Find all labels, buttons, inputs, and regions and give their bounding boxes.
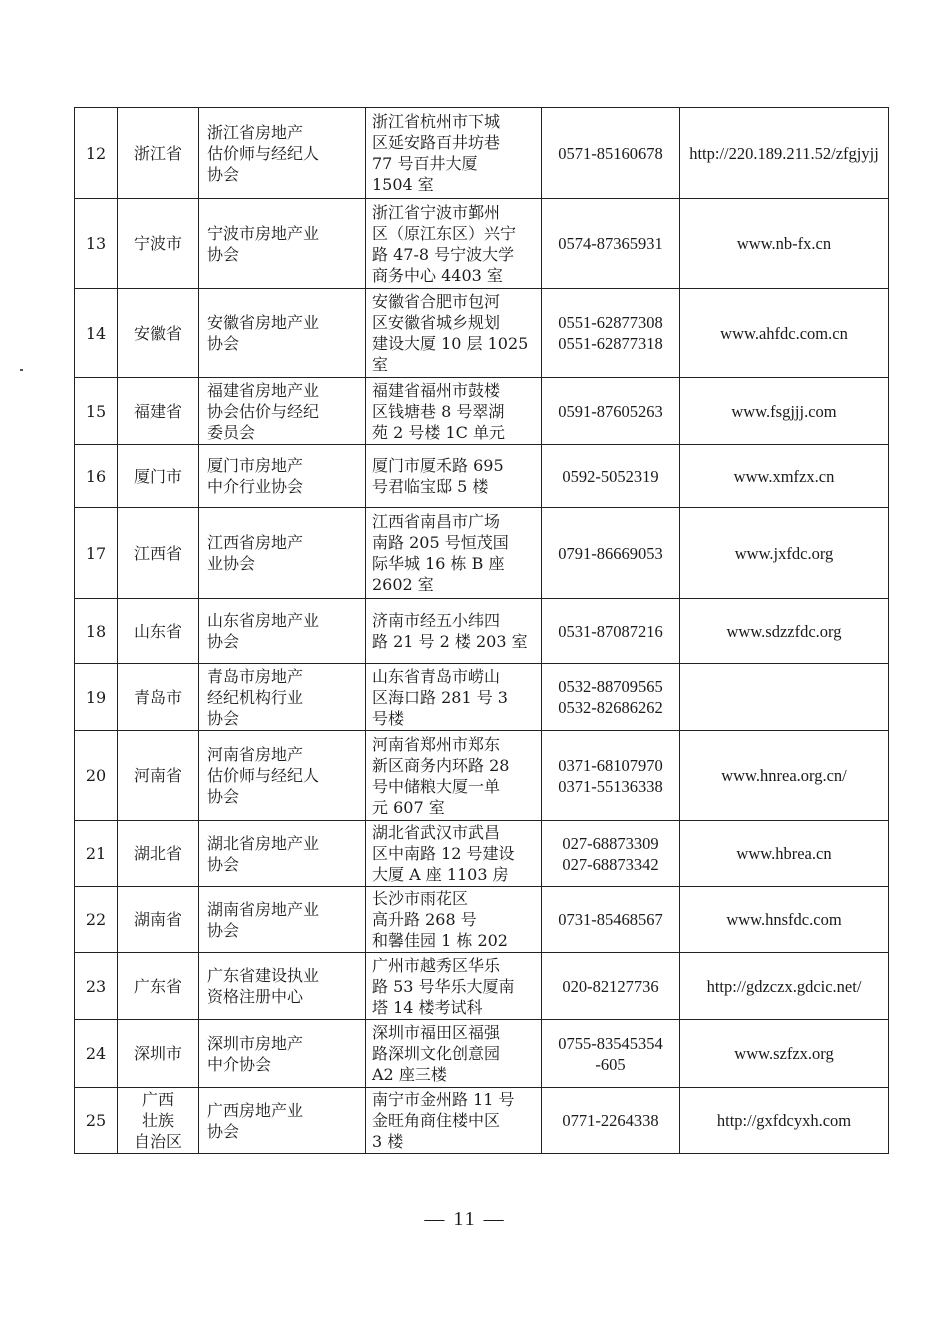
address-cell: 济南市经五小纬四 路 21 号 2 楼 203 室 (366, 599, 542, 664)
address-cell: 河南省郑州市郑东 新区商务内环路 28 号中储粮大厦一单 元 607 室 (366, 731, 542, 821)
row-number: 19 (75, 664, 118, 731)
row-number: 23 (75, 953, 118, 1020)
organization-cell: 江西省房地产 业协会 (199, 508, 366, 599)
organization-cell: 宁波市房地产业 协会 (199, 199, 366, 289)
website-cell[interactable]: www.hnsfdc.com (680, 887, 889, 953)
row-number: 25 (75, 1088, 118, 1154)
table-row (75, 1020, 889, 1088)
phone-cell: 0791-86669053 (542, 508, 680, 599)
website-cell[interactable]: www.jxfdc.org (680, 508, 889, 599)
website-cell[interactable]: www.xmfzx.cn (680, 445, 889, 508)
address-cell: 湖北省武汉市武昌 区中南路 12 号建设 大厦 A 座 1103 房 (366, 821, 542, 887)
province-cell: 山东省 (118, 599, 199, 664)
row-number: 18 (75, 599, 118, 664)
address-cell: 福建省福州市鼓楼 区钱塘巷 8 号翠湖 苑 2 号楼 1C 单元 (366, 378, 542, 445)
phone-cell: 027-68873309 027-68873342 (542, 821, 680, 887)
table-row (75, 821, 889, 887)
organization-cell: 青岛市房地产 经纪机构行业 协会 (199, 664, 366, 731)
address-cell: 广州市越秀区华乐 路 53 号华乐大厦南 塔 14 楼考试科 (366, 953, 542, 1020)
table-row (75, 1088, 889, 1154)
organization-cell: 浙江省房地产 估价师与经纪人 协会 (199, 108, 366, 199)
margin-mark (20, 369, 23, 371)
table-row (75, 199, 889, 289)
organization-cell: 安徽省房地产业 协会 (199, 289, 366, 378)
province-cell: 江西省 (118, 508, 199, 599)
address-cell: 浙江省宁波市鄞州 区（原江东区）兴宁 路 47-8 号宁波大学 商务中心 4403 室 (366, 199, 542, 289)
province-cell: 广东省 (118, 953, 199, 1020)
address-cell: 浙江省杭州市下城 区延安路百井坊巷 77 号百井大厦 1504 室 (366, 108, 542, 199)
address-cell: 长沙市雨花区 高升路 268 号 和馨佳园 1 栋 202 (366, 887, 542, 953)
province-cell: 青岛市 (118, 664, 199, 731)
phone-cell: 0532-88709565 0532-82686262 (542, 664, 680, 731)
organization-cell: 山东省房地产业 协会 (199, 599, 366, 664)
province-cell: 浙江省 (118, 108, 199, 199)
organization-cell: 广西房地产业 协会 (199, 1088, 366, 1154)
website-cell[interactable]: www.sdzzfdc.org (680, 599, 889, 664)
website-cell[interactable]: www.fsgjjj.com (680, 378, 889, 445)
website-cell[interactable]: www.szfzx.org (680, 1020, 889, 1088)
row-number: 14 (75, 289, 118, 378)
website-cell[interactable]: www.hbrea.cn (680, 821, 889, 887)
website-cell[interactable] (680, 664, 889, 731)
table-row (75, 887, 889, 953)
row-number: 21 (75, 821, 118, 887)
address-cell: 江西省南昌市广场 南路 205 号恒茂国 际华城 16 栋 B 座 2602 室 (366, 508, 542, 599)
row-number: 22 (75, 887, 118, 953)
website-cell[interactable]: http://gdzczx.gdcic.net/ (680, 953, 889, 1020)
row-number: 16 (75, 445, 118, 508)
website-cell[interactable]: www.hnrea.org.cn/ (680, 731, 889, 821)
website-cell[interactable]: http://gxfdcyxh.com (680, 1088, 889, 1154)
phone-cell: 0531-87087216 (542, 599, 680, 664)
organization-cell: 厦门市房地产 中介行业协会 (199, 445, 366, 508)
table-row (75, 731, 889, 821)
organization-cell: 深圳市房地产 中介协会 (199, 1020, 366, 1088)
page-number: — 11 — (424, 1208, 506, 1230)
province-cell: 湖南省 (118, 887, 199, 953)
province-cell: 厦门市 (118, 445, 199, 508)
province-cell: 湖北省 (118, 821, 199, 887)
province-cell: 河南省 (118, 731, 199, 821)
association-table (74, 107, 889, 1154)
organization-cell: 福建省房地产业 协会估价与经纪 委员会 (199, 378, 366, 445)
organization-cell: 湖北省房地产业 协会 (199, 821, 366, 887)
phone-cell: 0731-85468567 (542, 887, 680, 953)
table-row (75, 664, 889, 731)
phone-cell: 0592-5052319 (542, 445, 680, 508)
table-row (75, 108, 889, 199)
province-cell: 广西 壮族 自治区 (118, 1088, 199, 1154)
table-row (75, 953, 889, 1020)
row-number: 12 (75, 108, 118, 199)
phone-cell: 020-82127736 (542, 953, 680, 1020)
province-cell: 福建省 (118, 378, 199, 445)
row-number: 24 (75, 1020, 118, 1088)
address-cell: 安徽省合肥市包河 区安徽省城乡规划 建设大厦 10 层 1025 室 (366, 289, 542, 378)
address-cell: 南宁市金州路 11 号 金旺角商住楼中区 3 楼 (366, 1088, 542, 1154)
website-cell[interactable]: www.nb-fx.cn (680, 199, 889, 289)
address-cell: 山东省青岛市崂山 区海口路 281 号 3 号楼 (366, 664, 542, 731)
phone-cell: 0591-87605263 (542, 378, 680, 445)
table-row (75, 445, 889, 508)
website-cell[interactable]: http://220.189.211.52/zfgjyjj (680, 108, 889, 199)
row-number: 15 (75, 378, 118, 445)
row-number: 13 (75, 199, 118, 289)
address-cell: 深圳市福田区福强 路深圳文化创意园 A2 座三楼 (366, 1020, 542, 1088)
table-row (75, 378, 889, 445)
row-number: 20 (75, 731, 118, 821)
phone-cell: 0371-68107970 0371-55136338 (542, 731, 680, 821)
province-cell: 安徽省 (118, 289, 199, 378)
organization-cell: 湖南省房地产业 协会 (199, 887, 366, 953)
phone-cell: 0771-2264338 (542, 1088, 680, 1154)
website-cell[interactable]: www.ahfdc.com.cn (680, 289, 889, 378)
province-cell: 宁波市 (118, 199, 199, 289)
organization-cell: 河南省房地产 估价师与经纪人 协会 (199, 731, 366, 821)
row-number: 17 (75, 508, 118, 599)
province-cell: 深圳市 (118, 1020, 199, 1088)
organization-cell: 广东省建设执业 资格注册中心 (199, 953, 366, 1020)
phone-cell: 0571-85160678 (542, 108, 680, 199)
phone-cell: 0574-87365931 (542, 199, 680, 289)
phone-cell: 0755-83545354 -605 (542, 1020, 680, 1088)
address-cell: 厦门市厦禾路 695 号君临宝邸 5 楼 (366, 445, 542, 508)
phone-cell: 0551-62877308 0551-62877318 (542, 289, 680, 378)
table-row (75, 289, 889, 378)
table-row (75, 508, 889, 599)
table-row (75, 599, 889, 664)
